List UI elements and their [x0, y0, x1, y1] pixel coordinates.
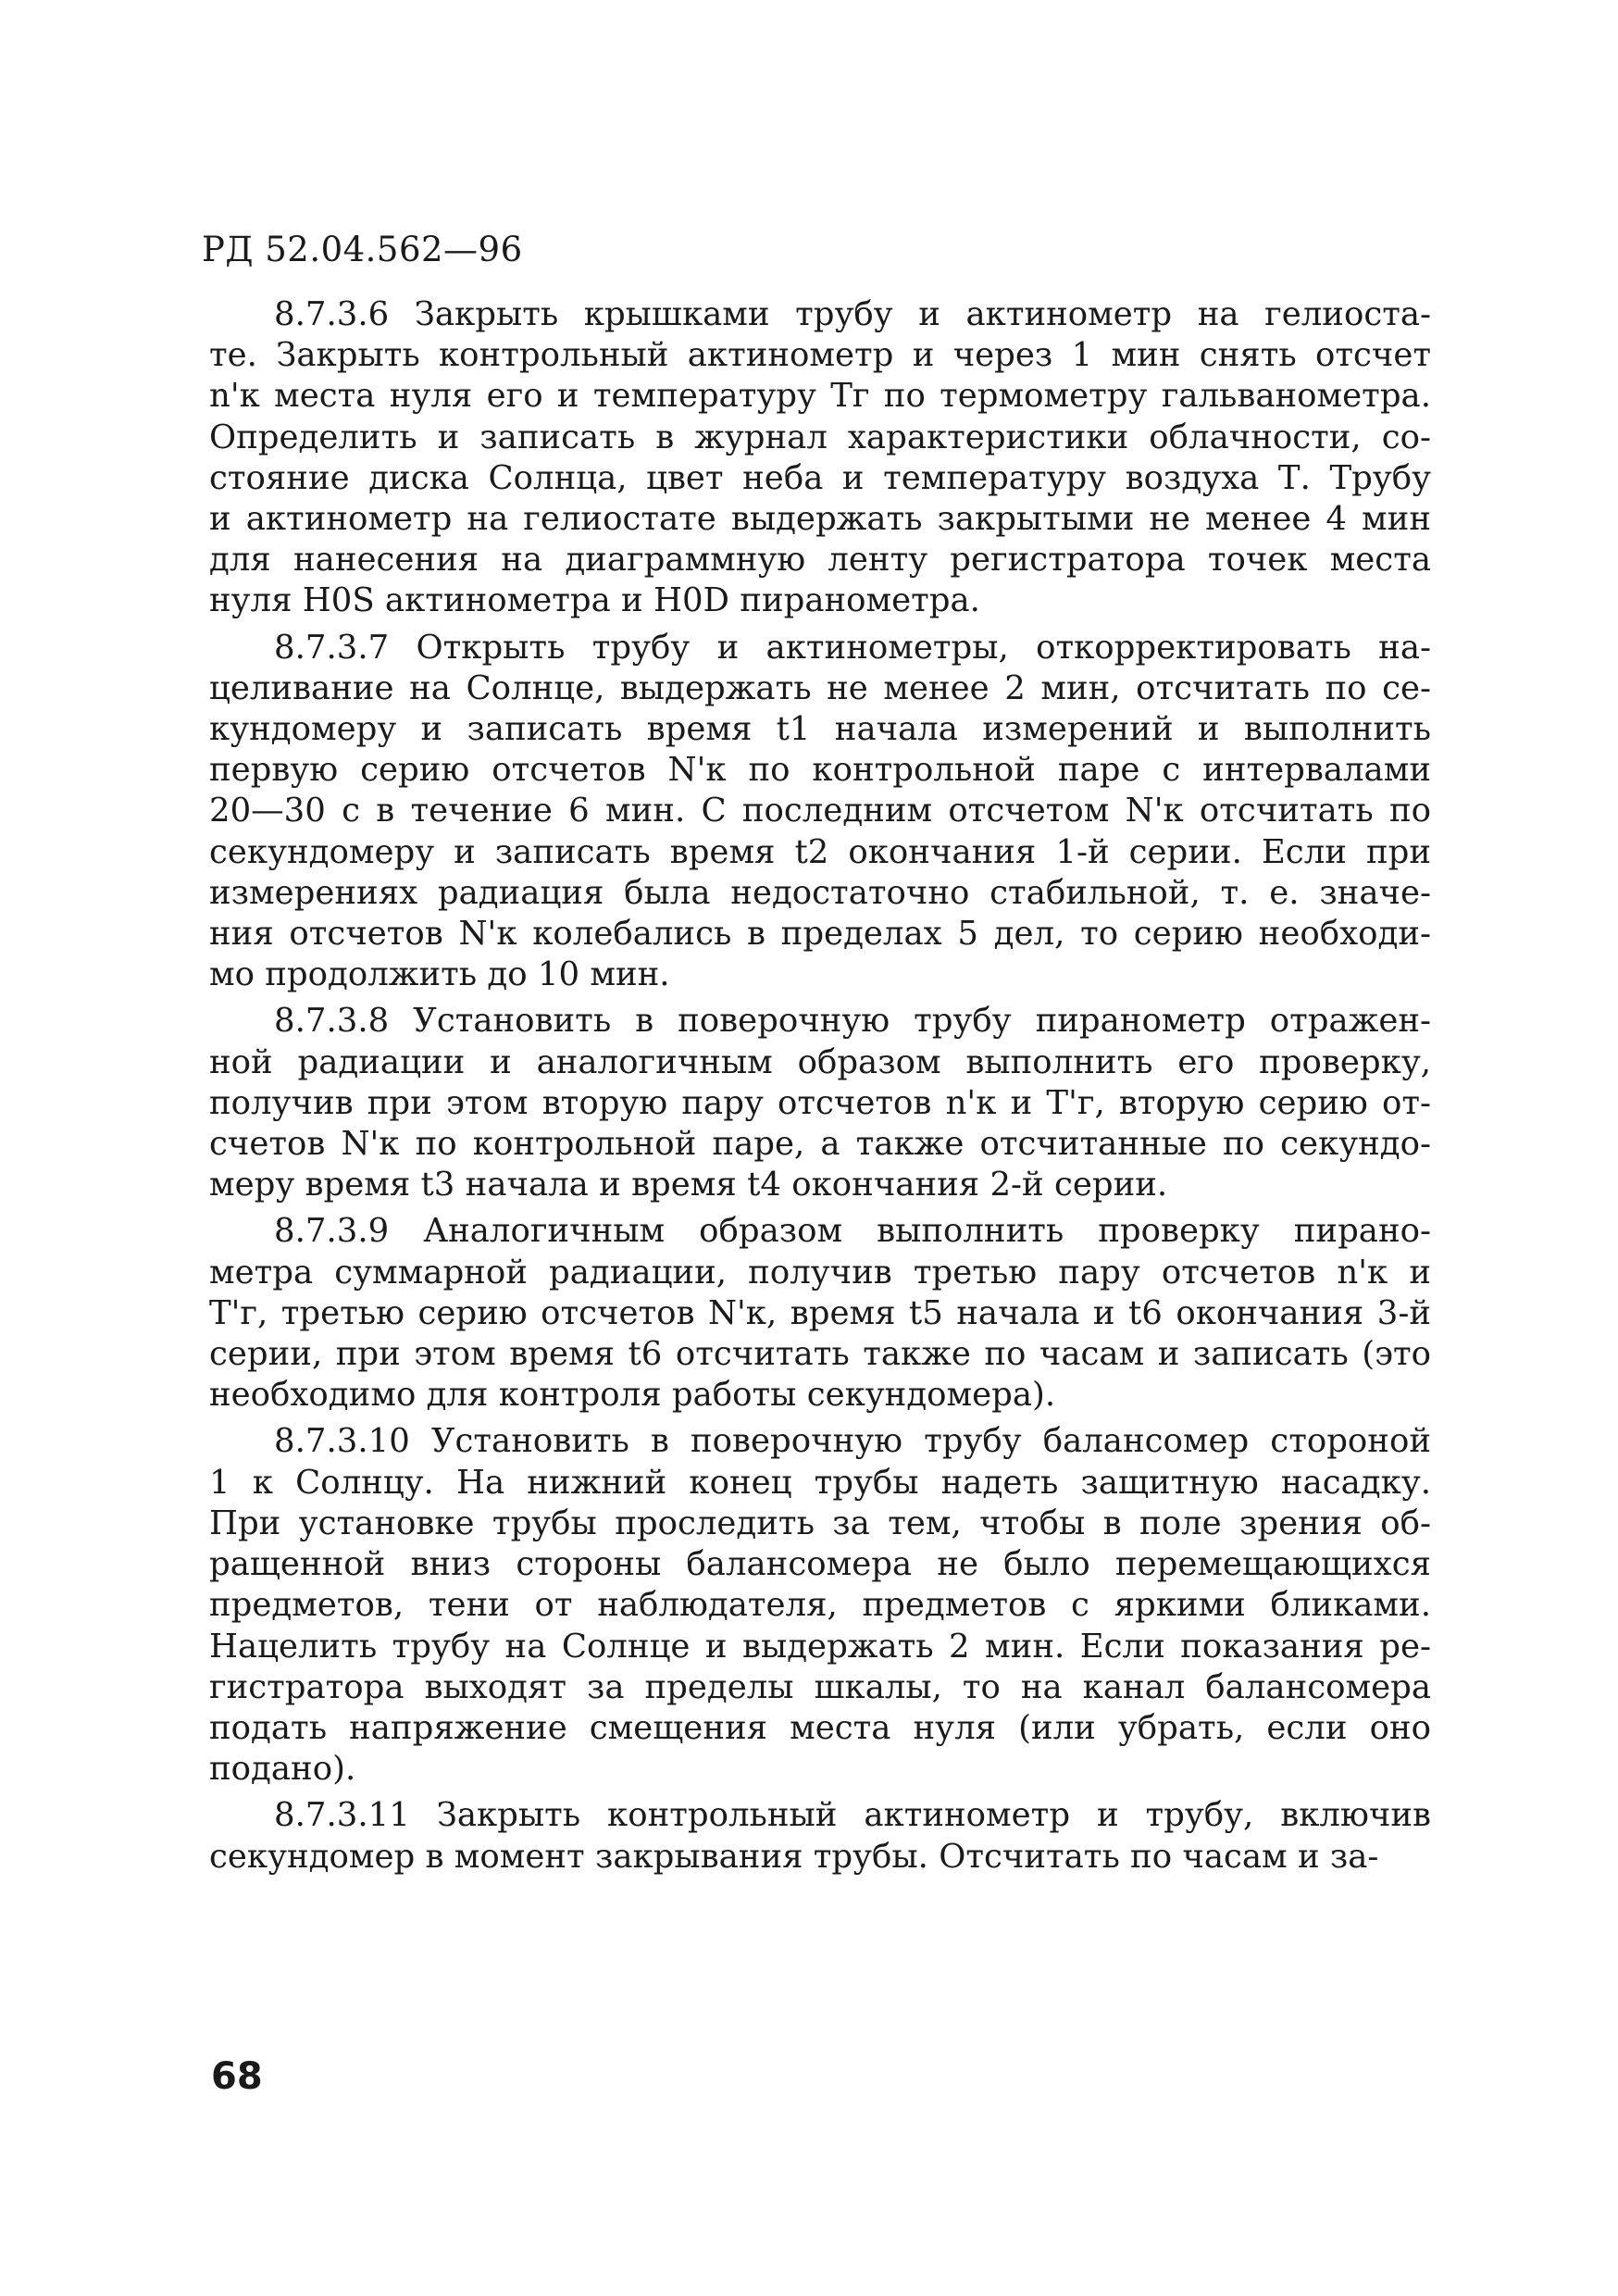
paragraph: [209, 628, 1431, 996]
text-line: предметов, тени от наблюдателя, предметов с яркими бликами.: [209, 1586, 1431, 1625]
text-line: 8.7.3.8 Установить в поверочную трубу пиранометр отражен-: [274, 1002, 1431, 1041]
text-line: 8.7.3.6 Закрыть крышками трубу и актинометр на гелиоста-: [274, 295, 1431, 333]
text-line: гистратора выходят за пределы шкалы, то на канал балансомера: [209, 1667, 1431, 1706]
paragraph: [209, 1795, 1431, 1877]
text-line: те. Закрыть контрольный актинометр и через 1 мин снять отсчет: [209, 336, 1431, 375]
text-line: 8.7.3.10 Установить в поверочную трубу балансомер стороной: [274, 1422, 1431, 1461]
text-line: 20—30 с в течение 6 мин. С последним отсчетом N'к отсчитать по: [209, 792, 1431, 830]
text-line: 1 к Солнцу. На нижний конец трубы надеть защитную насадку.: [209, 1463, 1431, 1502]
document-header: РД 52.04.562—96: [202, 230, 523, 269]
text-line: необходимо для контроля работы секундомера).: [209, 1376, 1056, 1415]
text-line: мо продолжить до 10 мин.: [209, 955, 670, 994]
text-line: секундомеру и записать время t2 окончания 1-й серии. Если при: [209, 832, 1431, 871]
text-line: получив при этом вторую пару отсчетов n'к и T'г, вторую серию от-: [209, 1083, 1431, 1122]
text-line: подать напряжение смещения места нуля (или убрать, если оно: [209, 1708, 1431, 1747]
paragraph: [209, 294, 1431, 622]
text-line: 8.7.3.9 Аналогичным образом выполнить проверку пирано-: [274, 1212, 1431, 1251]
text-line: подано).: [209, 1750, 356, 1789]
text-line: Определить и записать в журнал характеристики облачности, со-: [209, 418, 1431, 456]
text-line: Нацелить трубу на Солнце и выдержать 2 мин. Если показания ре-: [209, 1627, 1431, 1666]
text-line: 8.7.3.11 Закрыть контрольный актинометр и трубу, включив: [274, 1796, 1431, 1835]
text-line: секундомер в момент закрывания трубы. Отсчитать по часам и за-: [209, 1837, 1379, 1876]
text-line: нуля H0S актинометра и H0D пиранометра.: [209, 581, 980, 620]
text-line: 8.7.3.7 Открыть трубу и актинометры, откорректировать на-: [274, 628, 1431, 667]
text-line: ния отсчетов N'к колебались в пределах 5 дел, то серию необходи-: [209, 915, 1431, 954]
text-line: счетов N'к по контрольной паре, а также отсчитанные по секундо-: [209, 1125, 1431, 1164]
text-line: При установке трубы проследить за тем, чтобы в поле зрения об-: [209, 1504, 1431, 1542]
text-line: стояние диска Солнца, цвет неба и температуру воздуха Т. Трубу: [209, 458, 1431, 497]
text-line: ращенной вниз стороны балансомера не было перемещающихся: [209, 1545, 1431, 1584]
document-body: [209, 294, 1431, 1878]
text-line: метра суммарной радиации, получив третью пару отсчетов n'к и: [209, 1253, 1431, 1292]
text-line: измерениях радиация была недостаточно стабильной, т. е. значе-: [209, 873, 1431, 912]
paragraph: [209, 1211, 1431, 1416]
page-number: 68: [211, 2055, 263, 2098]
text-line: целивание на Солнце, выдержать не менее 2 мин, отсчитать по се-: [209, 668, 1431, 707]
text-line: T'г, третью серию отсчетов N'к, время t5 начала и t6 окончания 3-й: [209, 1293, 1431, 1332]
text-line: серии, при этом время t6 отсчитать также по часам и записать (это: [209, 1335, 1431, 1374]
text-line: и актинометр на гелиостате выдержать закрытыми не менее 4 мин: [209, 500, 1431, 539]
text-line: первую серию отсчетов N'к по контрольной паре с интервалами: [209, 751, 1431, 790]
text-line: n'к места нуля его и температуру Тг по термометру гальванометра.: [209, 377, 1431, 416]
text-line: кундомеру и записать время t1 начала измерений и выполнить: [209, 710, 1431, 749]
paragraph: [209, 1001, 1431, 1205]
text-line: ной радиации и аналогичным образом выполнить его проверку,: [209, 1042, 1431, 1081]
paragraph: [209, 1421, 1431, 1790]
text-line: меру время t3 начала и время t4 окончания 2-й серии.: [209, 1166, 1168, 1204]
text-line: для нанесения на диаграммную ленту регистратора точек места: [209, 541, 1431, 580]
